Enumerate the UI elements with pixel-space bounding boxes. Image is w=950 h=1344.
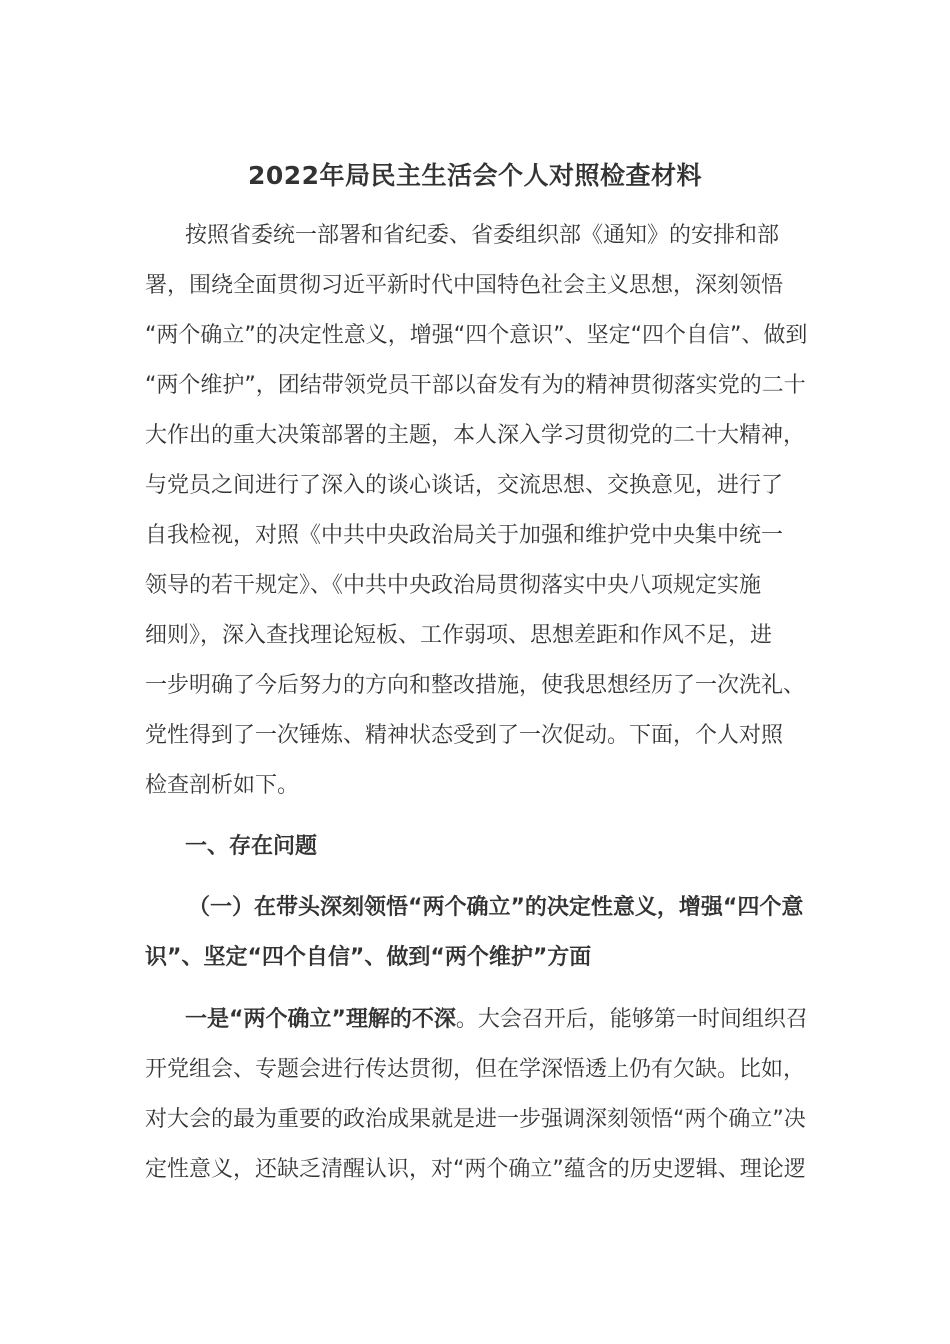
intro-line-7: 自我检视，对照《中共中央政治局关于加强和维护党中央集中统一 [145, 523, 784, 548]
intro-line-4: “两个维护”，团结带领党员干部以奋发有为的精神贯彻落实党的二十 [145, 373, 806, 398]
document-title: 2022年局民主生活会个人对照检查材料 [247, 161, 703, 190]
point-lead: 一是“两个确立”理解的不深 [185, 1007, 456, 1032]
intro-line-8: 领导的若干规定》、《中共中央政治局贯彻落实中央八项规定实施 [145, 573, 762, 598]
intro-line-2: 署，围绕全面贯彻习近平新时代中国特色社会主义思想，深刻领悟 [145, 273, 784, 298]
intro-line-11: 党性得到了一次锤炼、精神状态受到了一次促动。下面，个人对照 [145, 723, 784, 748]
intro-line-10: 一步明确了今后努力的方向和整改措施，使我思想经历了一次洗礼、 [145, 673, 806, 698]
intro-line-5: 大作出的重大决策部署的主题，本人深入学习贯彻党的二十大精神， [145, 423, 806, 448]
point-line-2: 开党组会、专题会进行传达贯彻，但在学深悟透上仍有欠缺。比如， [145, 1057, 806, 1082]
point-line-4: 定性意义，还缺乏清醒认识，对“两个确立”蕴含的历史逻辑、理论逻 [145, 1157, 806, 1182]
intro-line-6: 与党员之间进行了深入的谈心谈话，交流思想、交换意见，进行了 [145, 473, 784, 498]
subsection-line-1: （一）在带头深刻领悟“两个确立”的决定性意义，增强“四个意 [188, 895, 804, 920]
point-line-1 [185, 1005, 808, 1035]
point-line-3: 对大会的最为重要的政治成果就是进一步强调深刻领悟“两个确立”决 [145, 1107, 806, 1132]
intro-line-12: 检查剖析如下。 [145, 773, 300, 798]
point-text: 。大会召开后，能够第一时间组织召 [455, 1007, 808, 1032]
intro-line-1: 按照省委统一部署和省纪委、省委组织部《通知》的安排和部 [185, 223, 780, 248]
section-heading: 一、存在问题 [185, 834, 318, 859]
intro-line-9: 细则》，深入查找理论短板、工作弱项、思想差距和作风不足，进 [145, 623, 773, 648]
subsection-line-2: 识”、坚定“四个自信”、做到“两个维护”方面 [145, 945, 592, 970]
intro-line-3: “两个确立”的决定性意义，增强“四个意识”、坚定“四个自信”、做到 [145, 323, 808, 348]
